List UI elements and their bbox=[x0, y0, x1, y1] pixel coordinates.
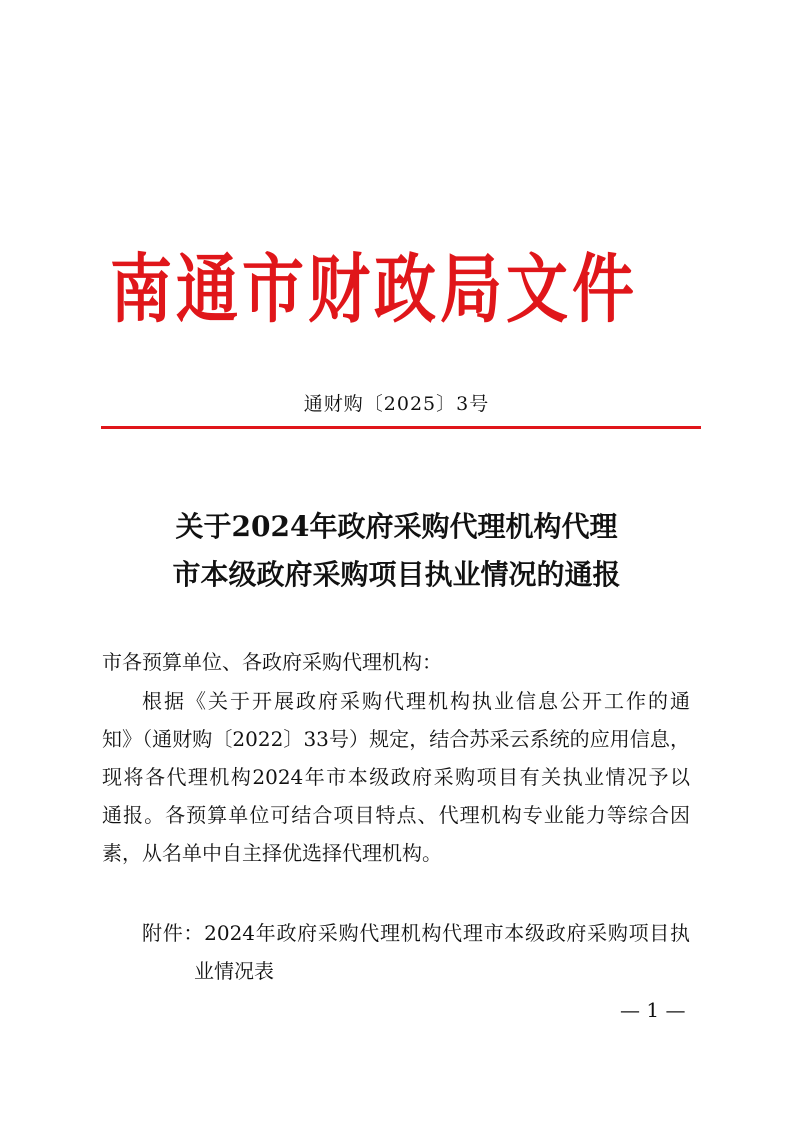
attachment-line-1: 附件：2024年政府采购代理机构代理市本级政府采购项目执 bbox=[142, 921, 690, 945]
document-title-line-2: 市本级政府采购项目执业情况的通报 bbox=[172, 558, 621, 591]
salutation: 市各预算单位、各政府采购代理机构： bbox=[102, 650, 442, 674]
body-paragraph-line: 通报。各预算单位可结合项目特点、代理机构专业能力等综合因 bbox=[102, 803, 690, 827]
body-paragraph-line: 现将各代理机构2024年市本级政府采购项目有关执业情况予以 bbox=[102, 765, 690, 789]
body-paragraph-line: 根据《关于开展政府采购代理机构执业信息公开工作的通 bbox=[142, 689, 690, 713]
body-paragraph-line: 素，从名单中自主择优选择代理机构。 bbox=[102, 841, 442, 865]
body-paragraph-line: 知》（通财购〔2022〕33号）规定，结合苏采云系统的应用信息， bbox=[102, 727, 690, 751]
attachment-line-2: 业情况表 bbox=[194, 959, 274, 983]
issuer-header-title: 南通市财政局文件 bbox=[110, 245, 639, 334]
document-title-line-1: 关于2024年政府采购代理机构代理 bbox=[175, 510, 618, 543]
red-divider-line bbox=[101, 426, 701, 429]
document-number: 通财购〔2025〕3号 bbox=[303, 393, 490, 415]
page-number: — 1 — bbox=[620, 998, 686, 1022]
